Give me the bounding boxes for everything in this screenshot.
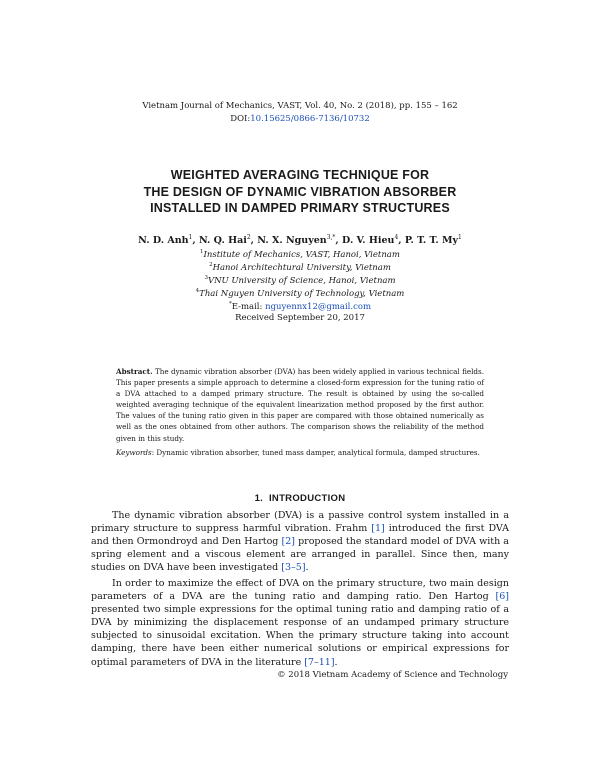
abstract	[116, 366, 484, 444]
affiliation-3	[0, 275, 600, 286]
author-name: P. T. T. My	[404, 235, 459, 247]
keywords-label: Keywords	[116, 448, 152, 457]
section-heading	[0, 493, 600, 504]
author-name: D. V. Hieu	[342, 235, 395, 247]
abstract-text: The dynamic vibration absorber (DVA) has been widely applied in various technical fields. This paper presents a simple approach to determine a closed-form expression for the tuning ratio of a DVA attached to a damped primary structure. The result is obtained by using the so-called weighted averaging technique of the equivalent linearization method proposed by the first author. The values of the tuning ratio given in this paper are compared with those obtained numerically as well as the ones obtained from other authors. The comparison shows the reliability of the method given in this study.	[116, 367, 484, 443]
paragraph-text: .	[305, 562, 309, 574]
copyright-notice: © 2018 Vietnam Academy of Science and Technology	[277, 670, 508, 680]
doi-label: DOI:	[230, 114, 251, 124]
section-number: 1.	[254, 493, 264, 504]
abstract-label: Abstract.	[116, 367, 153, 376]
affiliation-text: Thai Nguyen University of Technology, Vietnam	[199, 288, 405, 299]
affiliation-number: 2	[209, 262, 213, 268]
affiliation-number: 3	[204, 275, 208, 281]
citation-link[interactable]: [2]	[281, 536, 295, 548]
intro-paragraph-1	[91, 509, 509, 574]
citation-link[interactable]: [1]	[371, 523, 385, 535]
corresponding-email	[0, 301, 600, 312]
affiliation-number: 1	[200, 249, 204, 255]
email-label: E-mail:	[231, 301, 266, 312]
affiliation-number: 4	[195, 288, 200, 294]
author-name: N. D. Anh	[138, 235, 189, 247]
author-affiliation-mark: 4	[394, 234, 399, 241]
email-link[interactable]: nguyennx12@gmail.com	[265, 301, 372, 312]
received-date: Received September 20, 2017	[235, 313, 365, 323]
section-title: INTRODUCTION	[268, 493, 346, 504]
author-name: N. Q. Hai	[198, 235, 247, 247]
author-affiliation-mark: 3,*	[326, 234, 336, 241]
author-separator: ,	[250, 235, 258, 247]
doi-line	[0, 114, 600, 124]
paper-title	[0, 167, 600, 217]
paragraph-text: The dynamic vibration absorber (DVA) is a passive control system installed in a primary structure to suppress harmful vibration. Frahm	[91, 510, 509, 535]
author-name: N. X. Nguyen	[257, 235, 327, 247]
corresponding-mark: *	[228, 301, 232, 307]
author-separator: ,	[335, 235, 343, 247]
title-line-3: INSTALLED IN DAMPED PRIMARY STRUCTURES	[150, 201, 450, 215]
paragraph-text: In order to maximize the effect of DVA on the primary structure, two main design parameters of a DVA are the tuning ratio and damping ratio. Den Hartog	[91, 578, 509, 603]
affiliation-text: Hanoi Architechtural University, Vietnam	[212, 262, 391, 273]
citation-link[interactable]: [3–5]	[281, 562, 306, 574]
citation-link[interactable]: [6]	[495, 591, 509, 603]
affiliation-text: Institute of Mechanics, VAST, Hanoi, Vietnam	[203, 249, 400, 260]
paragraph-text: .	[334, 656, 338, 668]
journal-citation: Vietnam Journal of Mechanics, VAST, Vol. 40, No. 2 (2018), pp. 155 – 162	[142, 101, 458, 111]
citation-link[interactable]: [7–11]	[304, 656, 335, 668]
author-affiliation-mark: 1	[458, 234, 462, 241]
intro-paragraph-2	[91, 577, 509, 669]
author-separator: ,	[398, 235, 405, 247]
keywords	[116, 447, 484, 458]
affiliation-text: VNU University of Science, Hanoi, Vietnam	[207, 275, 396, 286]
paragraph-text: proposed the standard model of DVA with a spring element and a viscous element are arranged in parallel. Since then, many studies on DVA have been investigated	[91, 536, 509, 574]
author-separator: ,	[192, 235, 199, 247]
title-line-2: THE DESIGN OF DYNAMIC VIBRATION ABSORBER	[143, 184, 457, 199]
doi-link[interactable]: 10.15625/0866-7136/10732	[250, 114, 370, 124]
paragraph-text: introduced the first DVA and then Ormondroyd and Den Hartog	[91, 523, 509, 548]
affiliation-1	[0, 249, 600, 260]
author-affiliation-mark: 1	[188, 234, 193, 241]
title-line-1: WEIGHTED AVERAGING TECHNIQUE FOR	[170, 168, 430, 182]
affiliation-4	[0, 288, 600, 299]
author-affiliation-mark: 2	[246, 234, 251, 241]
keywords-text: : Dynamic vibration absorber, tuned mass damper, analytical formula, damped structures.	[151, 448, 480, 457]
affiliation-2	[0, 262, 600, 273]
author-list	[0, 234, 600, 246]
paragraph-text: presented two simple expressions for the optimal tuning ratio and damping ratio of a DVA by minimizing the displacement response of an undamped primary structure subjected to sinusoidal excitation. When the primary structure taking into account damping, there have been either numerical solutions or empirical expressions for optimal parameters of DVA in the literature	[91, 604, 509, 668]
